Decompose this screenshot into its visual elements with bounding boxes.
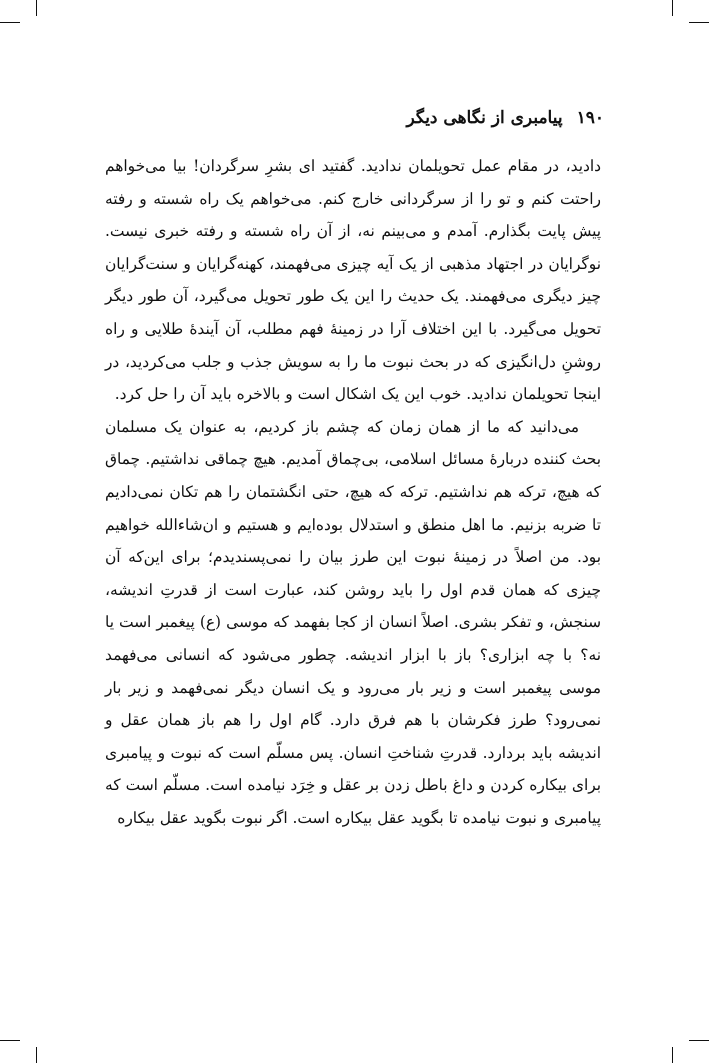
- crop-mark-bottom-right-horizontal: [689, 1040, 709, 1041]
- crop-mark-bottom-left-vertical: [36, 1047, 37, 1063]
- crop-mark-top-left-horizontal: [0, 22, 20, 23]
- crop-mark-top-right-vertical: [672, 0, 673, 16]
- body-text: [105, 150, 601, 834]
- page-number: ۱۹۰: [576, 108, 604, 128]
- crop-mark-bottom-left-horizontal: [0, 1040, 20, 1041]
- crop-mark-top-right-horizontal: [689, 22, 709, 23]
- book-title: پیامبری از نگاهی دیگر: [406, 108, 563, 128]
- paragraph: دادید، در مقام عمل تحویلمان ندادید. گفتید ای بشرِ سرگردان! بیا می‌خواهم راحتت کنم و تو را از سرگردانی خارج کنم. می‌خواهم یک راه شسته و رفته پیش پایت بگذارم. آمدم و می‌بینم نه، از آن راه شسته و رفته خبری نیست. نوگرایان در اجتهاد مذهبی از یک آیه چیزی می‌فهمند، کهنه‌گرایان و سنت‌گرایان چیز دیگری می‌فهمند. یک حدیث را این یک طور تحویل می‌گیرد، آن طور دیگر تحویل می‌گیرد. با این اختلاف آرا در زمینهٔ فهم مطلب، آن آیندهٔ طلایی و راه روشنِ دل‌انگیزی که در بحث نبوت ما را به سویش جذب و جلب می‌کردید، در اینجا تحویلمان ندادید. خوب این یک اشکال است و بالاخره باید آن را حل کرد.: [105, 157, 601, 404]
- crop-mark-bottom-right-vertical: [672, 1047, 673, 1063]
- paragraph: می‌دانید که ما از همان زمان که چشم باز کردیم، به عنوان یک مسلمان بحث کننده دربارهٔ مسائل اسلامی، بی‌چماق آمدیم. هیچ چماقی نداشتیم. چماق که هیچ، ترکه هم نداشتیم. ترکه که هیچ، حتی انگشتمان را هم تکان نمی‌دادیم تا ضربه بزنیم. ما اهل منطق و استدلال بوده‌ایم و هستیم و ان‌شاءالله خواهیم بود. من اصلاً در زمینهٔ نبوت این طرز بیان را نمی‌پسندیدم؛ برای این‌که آن چیزی که همان قدم اول را باید روشن کند، عبارت است از قدرتِ اندیشه، سنجش، و تفکر بشری. اصلاً انسان از کجا بفهمد که موسی (ع) پیغمبر است یا نه؟ با چه ابزاری؟ باز با ابزار اندیشه. چطور می‌شود که انسانی می‌فهمد موسی پیغمبر است و زیر بار می‌رود و یک انسان دیگر نمی‌فهمد و زیر بار نمی‌رود؟ طرز فکرشان با هم فرق دارد. گام اول را هم باز همان عقل و اندیشه باید بردارد. قدرتِ شناختِ انسان. پس مسلّم است که نبوت و پیامبری برای بیکاره کردن و داغ باطل زدن بر عقل و خِرَد نیامده است. مسلّم است که پیامبری و نبوت نیامده تا بگوید عقل بیکاره است. اگر نبوت بگوید عقل بیکاره: [105, 417, 601, 827]
- crop-mark-top-left-vertical: [36, 0, 37, 16]
- running-header: [406, 108, 604, 128]
